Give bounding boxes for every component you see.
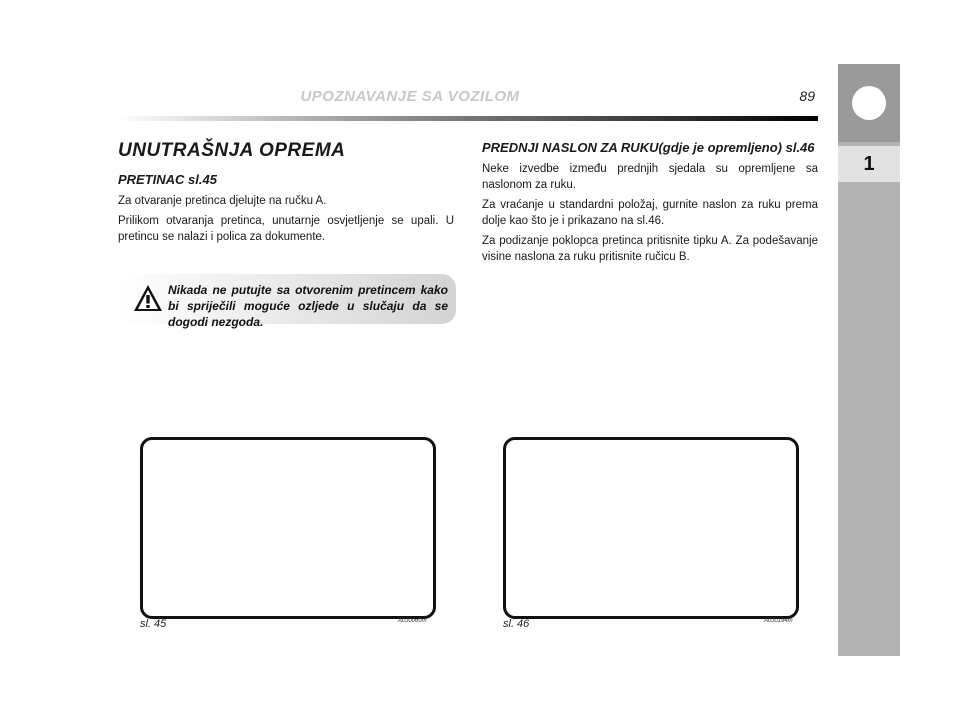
paragraph: Prilikom otvaranja pretinca, unutarnje osvjetljenje se upali. U pretincu se nalazi i polica za dokumente.: [118, 215, 454, 243]
warning-box: [118, 274, 456, 329]
section-title: UNUTRAŠNJA OPREMA: [118, 140, 346, 161]
subsection-title-glovebox: PRETINAC sl.45: [118, 172, 217, 187]
subsection-title-armrest: PREDNJI NASLON ZA RUKU(gdje je opremljeno) sl.46: [482, 140, 815, 155]
chapter-circle-icon: [852, 86, 886, 120]
right-column: [482, 140, 818, 269]
paragraph: Za podizanje poklopca pretinca pritisnite tipku A. Za podešavanje visine naslona za ruku pritisnite ručicu B.: [482, 235, 818, 263]
left-column: [118, 140, 454, 249]
figure-46-code: A0J0194m: [764, 618, 793, 624]
chapter-side-tab: [838, 64, 900, 656]
header-title: UPOZNAVANJE SA VOZILOM: [300, 88, 520, 105]
figure-46-caption: sl. 46: [503, 618, 530, 630]
paragraph: Neke izvedbe između prednjih sjedala su opremljene sa naslonom za ruku.: [482, 163, 818, 191]
figure-45-code: A0J0060m: [398, 618, 427, 624]
header-rule: [118, 116, 818, 121]
paragraph: Za vraćanje u standardni položaj, gurnite naslon za ruku prema dolje kao što je i prikazano na sl.46.: [482, 199, 818, 227]
warning-text: Nikada ne putujte sa otvorenim pretincem kako bi spriječili moguće ozljede u slučaju da se dogodi nezgoda.: [168, 283, 448, 329]
figure-45-frame: [140, 437, 436, 619]
side-tab-top: [838, 64, 900, 142]
chapter-number: 1: [838, 146, 900, 182]
warning-triangle-icon: [132, 283, 164, 313]
paragraph: Za otvaranje pretinca djelujte na ručku A.: [118, 195, 327, 207]
figure-46-frame: [503, 437, 799, 619]
page-number: 89: [799, 88, 815, 104]
figure-45-caption: sl. 45: [140, 618, 167, 630]
